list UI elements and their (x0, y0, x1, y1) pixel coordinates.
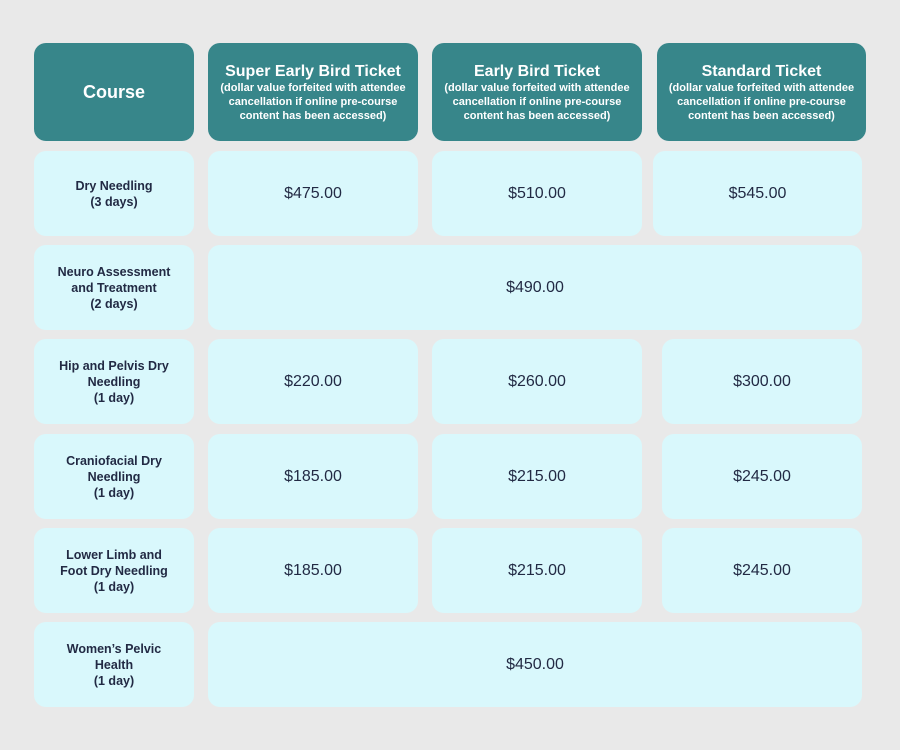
price-cell (432, 339, 642, 424)
price-value: $215.00 (508, 561, 566, 579)
price-value: $260.00 (508, 372, 566, 390)
standard-note: (dollar value forfeited with attendee cancellation if online pre-course content has been accessed) (668, 81, 855, 122)
super-early-bird-note: (dollar value forfeited with attendee cancellation if online pre-course content has been accessed) (220, 81, 406, 122)
price-value: $475.00 (284, 184, 342, 202)
price-value: $245.00 (733, 467, 791, 485)
price-cell (432, 151, 642, 236)
super-early-bird-title: Super Early Bird Ticket (225, 62, 401, 80)
header-course (34, 43, 194, 141)
course-cell-lower-limb (34, 528, 194, 613)
course-cell-womens-pelvic-health (34, 622, 194, 707)
course-name: Women’s Pelvic Health (1 day) (66, 641, 162, 688)
course-name: Hip and Pelvis Dry Needling (1 day) (59, 358, 169, 405)
early-bird-title: Early Bird Ticket (474, 62, 600, 80)
course-name: Dry Needling (3 days) (75, 178, 153, 209)
price-cell-merged (208, 622, 862, 707)
early-bird-note: (dollar value forfeited with attendee cancellation if online pre-course content has been accessed) (444, 81, 630, 122)
price-cell (208, 151, 418, 236)
header-early-bird (432, 43, 642, 141)
price-cell (208, 339, 418, 424)
course-cell-neuro-assessment (34, 245, 194, 330)
price-value: $185.00 (284, 561, 342, 579)
price-cell (432, 434, 642, 519)
standard-title: Standard Ticket (701, 62, 822, 80)
header-standard (657, 43, 866, 141)
price-cell (662, 528, 862, 613)
price-value: $245.00 (733, 561, 791, 579)
price-value: $185.00 (284, 467, 342, 485)
price-cell (432, 528, 642, 613)
price-value: $490.00 (506, 278, 564, 296)
price-cell (208, 434, 418, 519)
price-cell (208, 528, 418, 613)
price-value: $220.00 (284, 372, 342, 390)
course-cell-hip-pelvis (34, 339, 194, 424)
price-cell (662, 434, 862, 519)
course-cell-dry-needling (34, 151, 194, 236)
price-cell (662, 339, 862, 424)
price-value: $545.00 (728, 184, 787, 202)
price-cell (653, 151, 862, 236)
header-super-early-bird (208, 43, 418, 141)
course-cell-craniofacial (34, 434, 194, 519)
price-value: $450.00 (506, 655, 564, 673)
price-cell-merged (208, 245, 862, 330)
course-header-label: Course (82, 81, 145, 102)
price-value: $300.00 (733, 372, 791, 390)
course-name: Neuro Assessment and Treatment (2 days) (57, 264, 171, 311)
course-name: Craniofacial Dry Needling (1 day) (66, 453, 162, 500)
price-value: $510.00 (508, 184, 566, 202)
price-value: $215.00 (508, 467, 566, 485)
course-name: Lower Limb and Foot Dry Needling (1 day) (60, 547, 168, 594)
